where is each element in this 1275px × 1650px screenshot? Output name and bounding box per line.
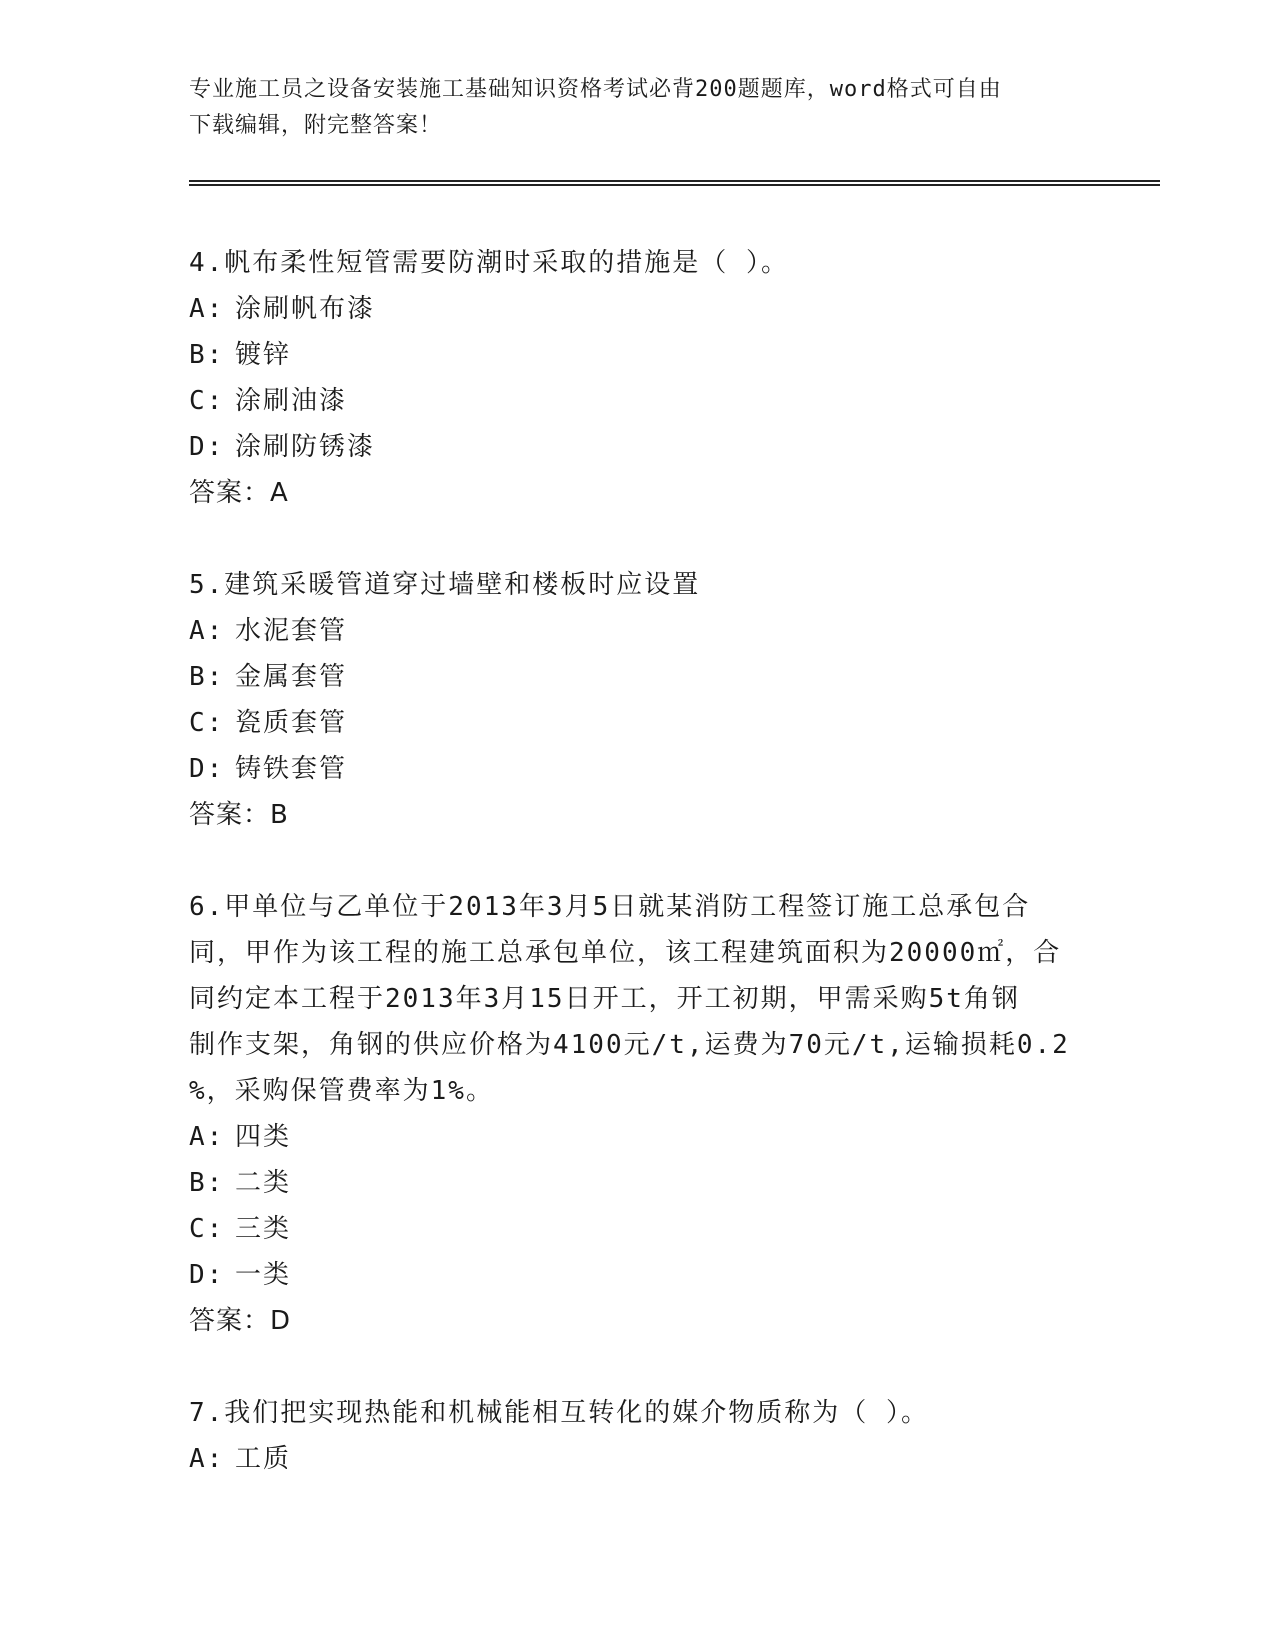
option-text: 涂刷防锈漆 — [235, 432, 376, 462]
option-b — [189, 1160, 1089, 1206]
question-stem-line: 6.甲单位与乙单位于2013年3月5日就某消防工程签订施工总承包合 — [189, 892, 1031, 922]
option-text: 瓷质套管 — [235, 708, 348, 738]
option-letter: C: — [189, 708, 225, 738]
question-5 — [189, 562, 1089, 838]
option-a — [189, 608, 1089, 654]
option-d — [189, 746, 1089, 792]
answer-line: 答案：A — [189, 478, 289, 508]
option-text: 工质 — [235, 1444, 292, 1474]
option-text: 一类 — [235, 1260, 292, 1290]
header-divider-bottom — [189, 184, 1160, 186]
option-text: 涂刷帆布漆 — [235, 294, 376, 324]
question-list — [189, 240, 1089, 1528]
header-line-1: 专业施工员之设备安装施工基础知识资格考试必背200题题库，word格式可自由 — [189, 77, 1002, 102]
option-letter: A: — [189, 294, 225, 324]
option-b — [189, 654, 1089, 700]
document-header — [189, 72, 1089, 144]
option-text: 二类 — [235, 1168, 292, 1198]
option-text: 镀锌 — [235, 340, 292, 370]
option-c — [189, 700, 1089, 746]
option-letter: B: — [189, 662, 225, 692]
option-letter: C: — [189, 386, 225, 416]
question-4 — [189, 240, 1089, 516]
option-letter: A: — [189, 616, 225, 646]
question-stem-line: 同，甲作为该工程的施工总承包单位，该工程建筑面积为20000㎡，合 — [189, 938, 1062, 968]
option-letter: D: — [189, 754, 225, 784]
option-b — [189, 332, 1089, 378]
option-letter: B: — [189, 1168, 225, 1198]
option-letter: D: — [189, 1260, 225, 1290]
option-letter: C: — [189, 1214, 225, 1244]
option-c — [189, 1206, 1089, 1252]
option-d — [189, 424, 1089, 470]
question-6 — [189, 884, 1089, 1344]
option-text: 水泥套管 — [235, 616, 348, 646]
question-stem: 5.建筑采暖管道穿过墙壁和楼板时应设置 — [189, 570, 701, 600]
question-stem: 4.帆布柔性短管需要防潮时采取的措施是（ ）。 — [189, 248, 789, 278]
option-letter: B: — [189, 340, 225, 370]
question-stem-line: 同约定本工程于2013年3月15日开工，开工初期，甲需采购5t角钢 — [189, 984, 1020, 1014]
question-stem-line: %，采购保管费率为1%。 — [189, 1076, 494, 1106]
answer-line: 答案：D — [189, 1306, 292, 1336]
option-letter: A: — [189, 1122, 225, 1152]
answer-line: 答案：B — [189, 800, 289, 830]
option-a — [189, 1436, 1089, 1482]
header-line-2: 下载编辑，附完整答案！ — [189, 113, 443, 138]
question-stem: 7.我们把实现热能和机械能相互转化的媒介物质称为（ ）。 — [189, 1398, 929, 1428]
option-d — [189, 1252, 1089, 1298]
option-text: 四类 — [235, 1122, 292, 1152]
question-7 — [189, 1390, 1089, 1482]
option-letter: A: — [189, 1444, 225, 1474]
question-stem-line: 制作支架，角钢的供应价格为4100元/t,运费为70元/t,运输损耗0.2 — [189, 1030, 1070, 1060]
option-text: 三类 — [235, 1214, 292, 1244]
option-letter: D: — [189, 432, 225, 462]
option-text: 金属套管 — [235, 662, 348, 692]
option-text: 铸铁套管 — [235, 754, 348, 784]
option-a — [189, 1114, 1089, 1160]
option-c — [189, 378, 1089, 424]
option-a — [189, 286, 1089, 332]
option-text: 涂刷油漆 — [235, 386, 348, 416]
header-divider-top — [189, 180, 1160, 182]
